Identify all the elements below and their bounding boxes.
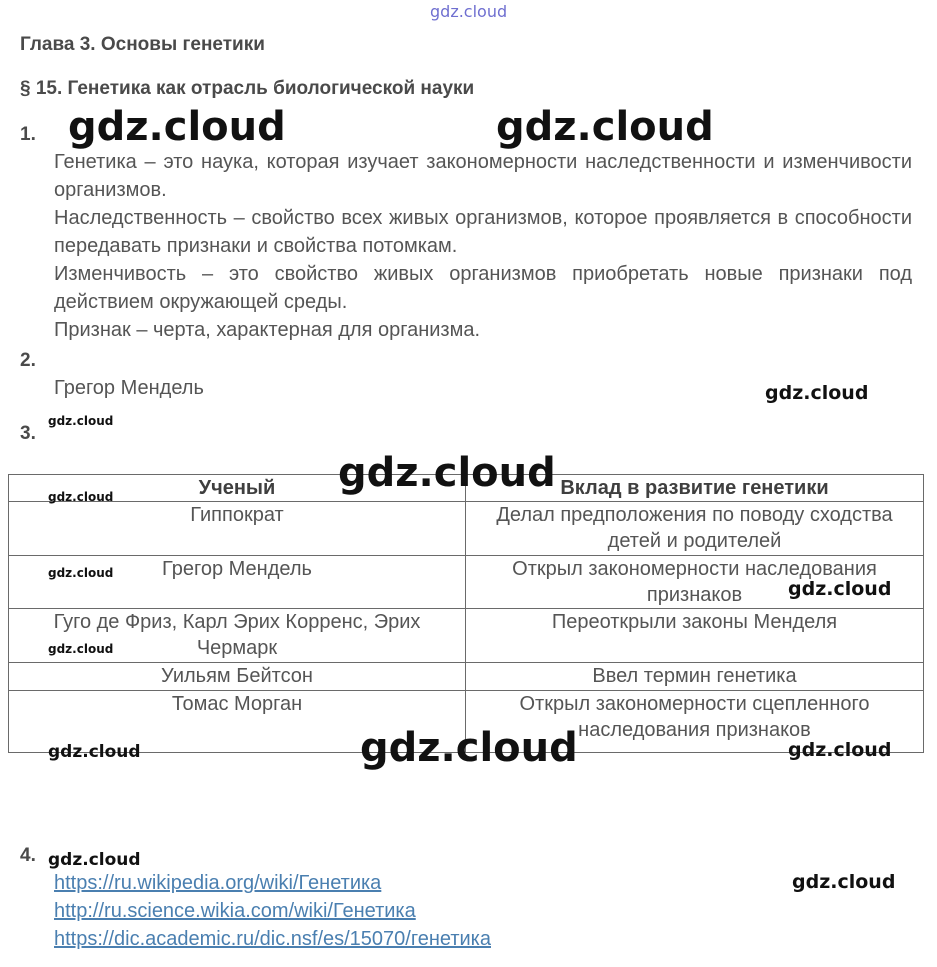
scientist-cell: Уильям Бейтсон xyxy=(9,663,466,691)
link-wikipedia[interactable]: https://ru.wikipedia.org/wiki/Генетика xyxy=(54,872,382,894)
watermark: gdz.cloud xyxy=(765,382,869,404)
scientist-cell: Грегор Мендель xyxy=(9,556,466,609)
watermark: gdz.cloud xyxy=(788,739,892,761)
question-number-3: 3. xyxy=(20,423,36,444)
link-academic[interactable]: https://dic.academic.ru/dic.nsf/es/15070/генетика xyxy=(54,928,491,950)
contribution-cell: Переоткрыли законы Менделя xyxy=(466,609,924,663)
contribution-cell: Ввел термин генетика xyxy=(466,663,924,691)
question-number-2: 2. xyxy=(20,350,36,371)
header-contribution: Вклад в развитие генетики xyxy=(466,475,924,502)
contribution-cell: Открыл закономерности наследования признаков xyxy=(466,556,924,609)
watermark: gdz.cloud xyxy=(48,850,141,870)
watermark: gdz.cloud xyxy=(48,566,114,580)
table-row xyxy=(9,556,924,609)
definition-trait: Признак – черта, характерная для организма. xyxy=(54,319,481,341)
watermark: gdz.cloud xyxy=(792,871,896,893)
definition-genetics: Генетика – это наука, которая изучает закономерности наследственности и изменчивости организмов. xyxy=(54,151,912,201)
watermark: gdz.cloud xyxy=(788,578,892,600)
definition-variability: Изменчивость – это свойство живых организмов приобретать новые признаки под действием окружающей среды. xyxy=(54,263,912,313)
watermark: gdz.cloud xyxy=(48,414,114,428)
watermark: gdz.cloud xyxy=(338,450,556,496)
question-number-1: 1. xyxy=(20,124,36,145)
watermark: gdz.cloud xyxy=(430,2,508,21)
scientist-cell: Томас Морган xyxy=(9,691,466,753)
question-number-4: 4. xyxy=(20,845,36,866)
chapter-title: Глава 3. Основы генетики xyxy=(20,34,265,55)
table-row xyxy=(9,502,924,556)
watermark: gdz.cloud xyxy=(48,490,114,504)
scientist-cell: Гуго де Фриз, Карл Эрих Корренс, Эрих Чермарк xyxy=(9,609,466,663)
watermark: gdz.cloud xyxy=(68,104,286,150)
section-title: § 15. Генетика как отрасль биологической науки xyxy=(20,78,475,99)
table-row xyxy=(9,609,924,663)
contribution-cell: Открыл закономерности сцепленного наследования признаков xyxy=(466,691,924,753)
link-wikia[interactable]: http://ru.science.wikia.com/wiki/Генетика xyxy=(54,900,416,922)
watermark: gdz.cloud xyxy=(48,742,141,762)
header-scientist: Ученый xyxy=(9,475,466,502)
source-links xyxy=(54,869,491,953)
watermark: gdz.cloud xyxy=(360,725,578,771)
watermark: gdz.cloud xyxy=(496,104,714,150)
scientists-table xyxy=(8,474,924,753)
definition-heredity: Наследственность – свойство всех живых организмов, которое проявляется в способности передавать признаки и свойства потомкам. xyxy=(54,207,912,257)
table-row xyxy=(9,663,924,691)
watermark: gdz.cloud xyxy=(48,642,114,656)
definitions-block xyxy=(54,148,912,344)
answer-2: Грегор Мендель xyxy=(54,377,204,399)
contribution-cell: Делал предположения по поводу сходства детей и родителей xyxy=(466,502,924,556)
scientist-cell: Гиппократ xyxy=(9,502,466,556)
